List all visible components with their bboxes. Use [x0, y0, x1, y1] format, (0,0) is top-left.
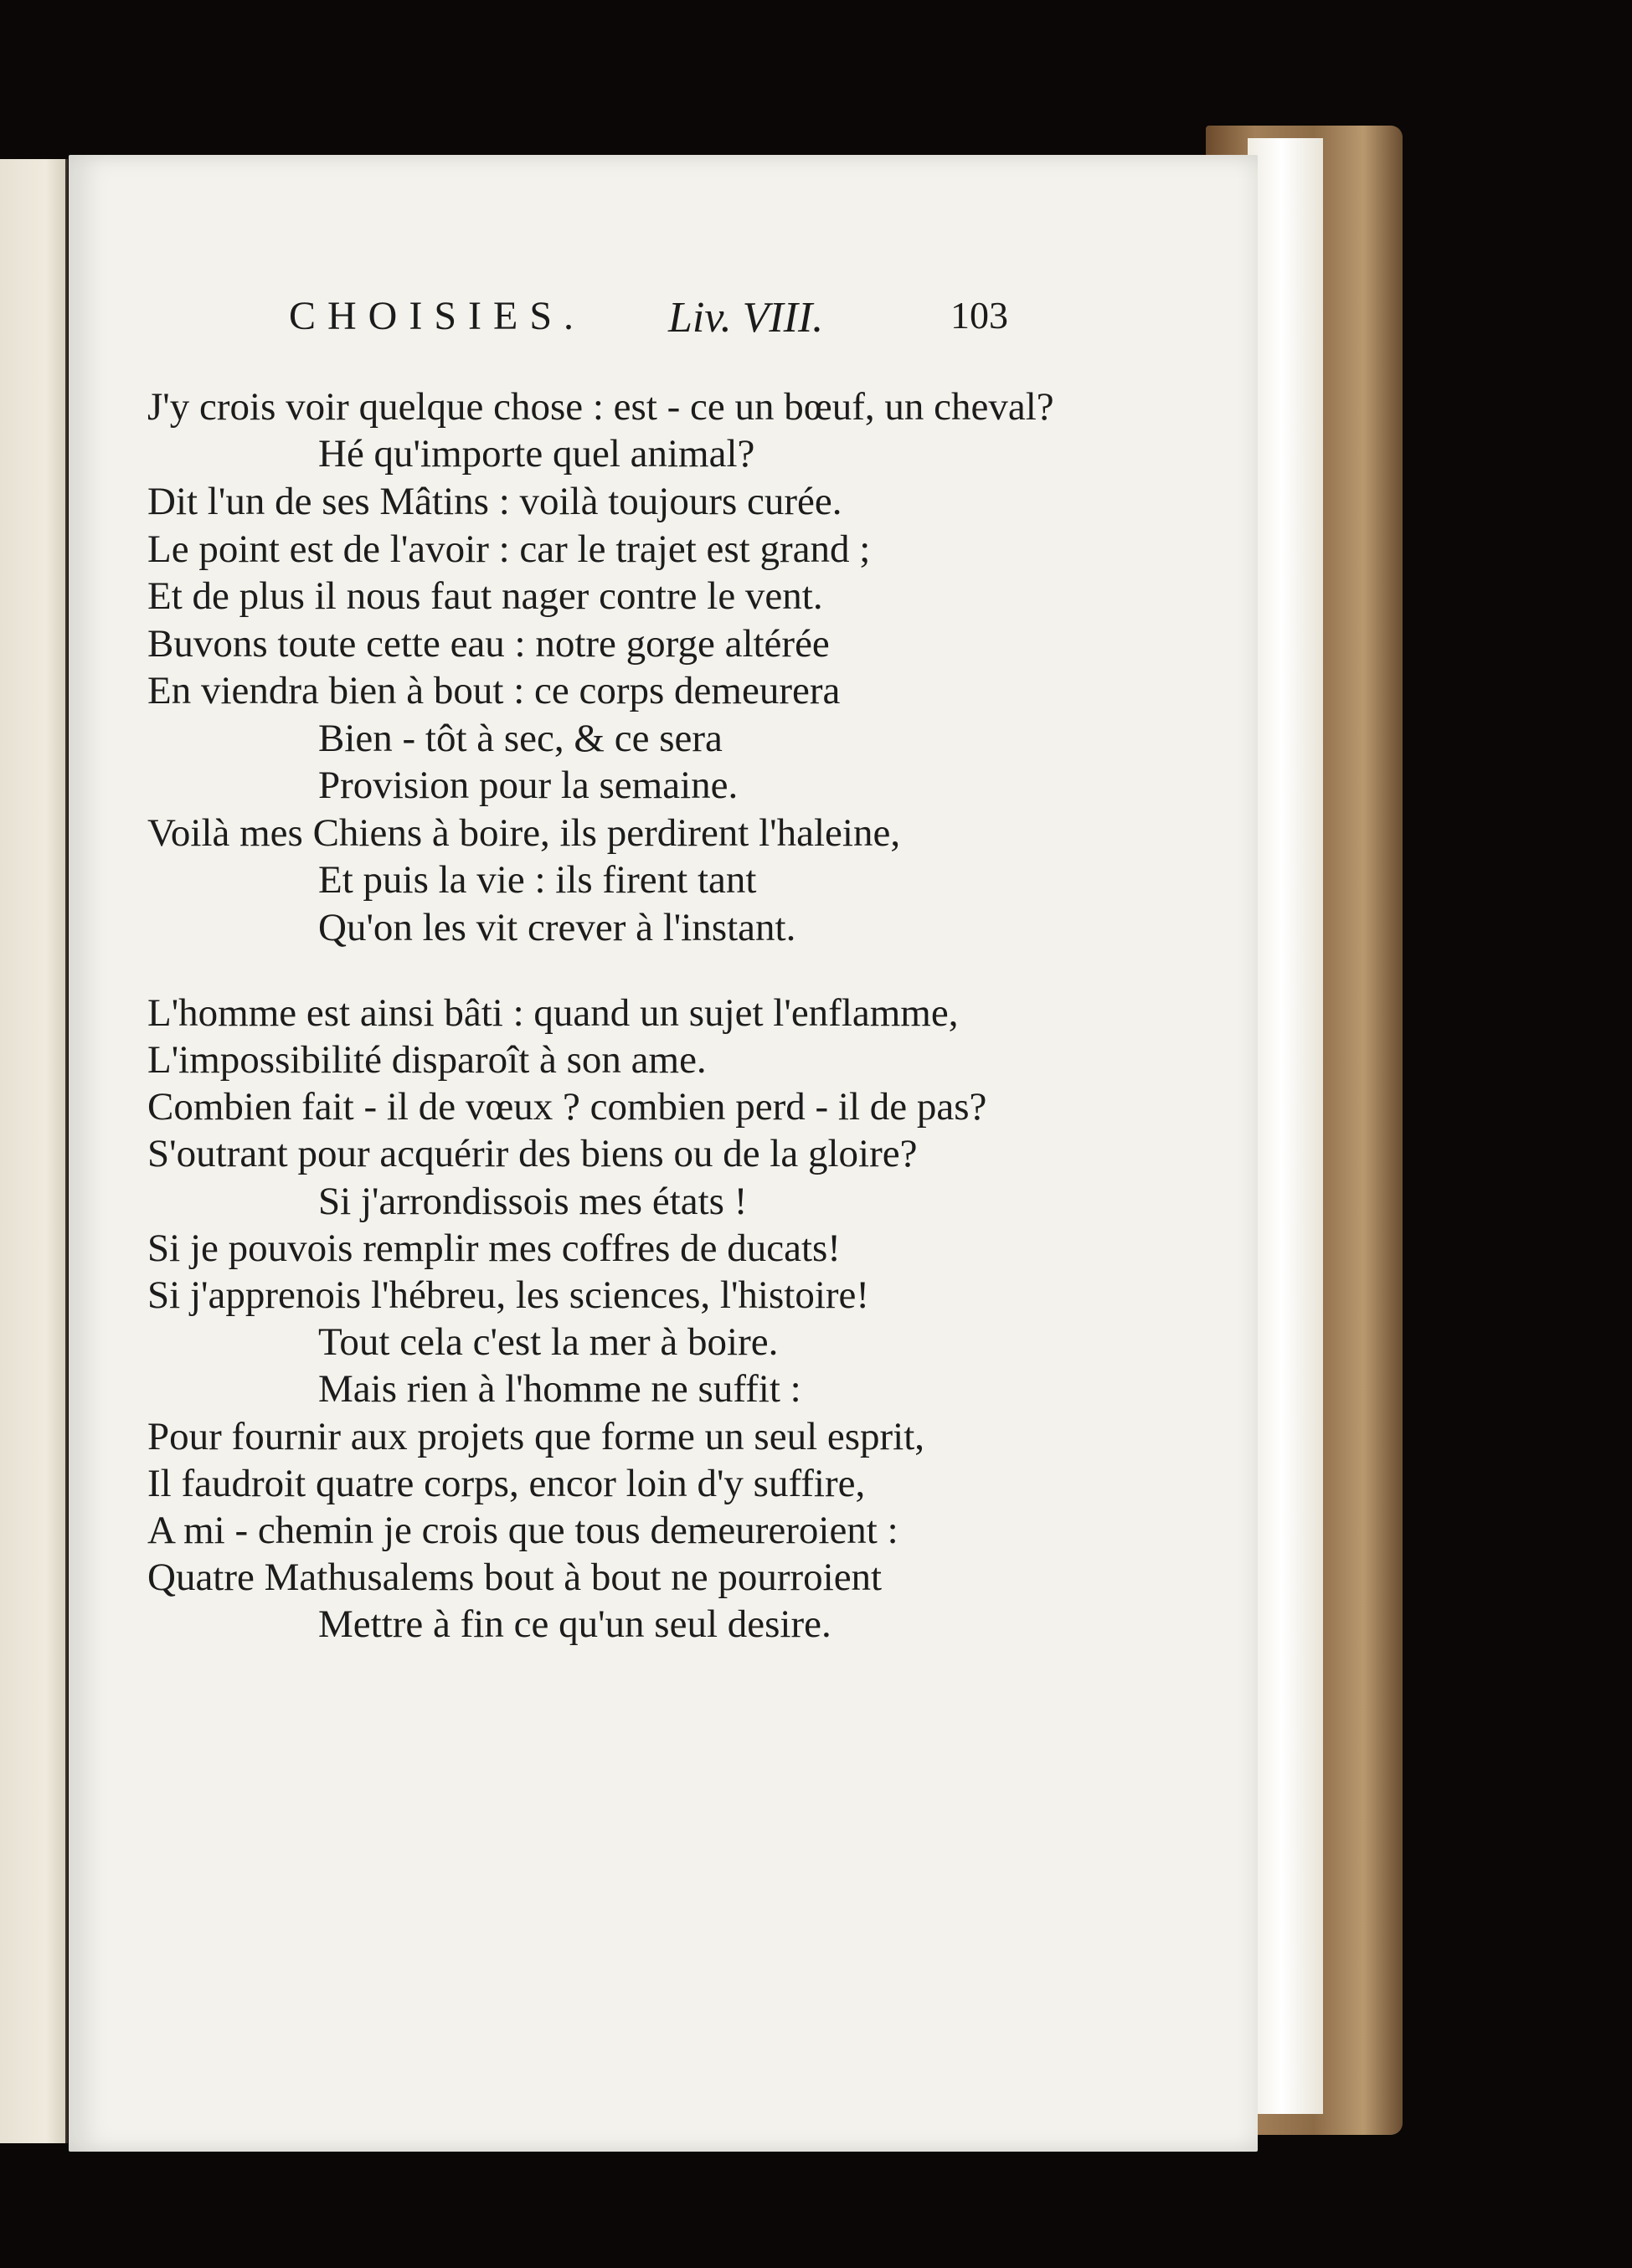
poem-line: Quatre Mathusalems bout à bout ne pourroient — [147, 1556, 883, 1599]
poem-line: L'impossibilité disparoît à son ame. — [147, 1038, 707, 1082]
poem-line: Il faudroit quatre corps, encor loin d'y suffire, — [147, 1462, 866, 1505]
poem-line: Mettre à fin ce qu'un seul desire. — [318, 1602, 831, 1646]
running-head-title: CHOISIES. — [289, 294, 586, 338]
poem-line: Pour fournir aux projets que forme un seul esprit, — [147, 1415, 925, 1458]
poem-line: Si j'arrondissois mes états ! — [318, 1180, 748, 1223]
poem-line: L'homme est ainsi bâti : quand un sujet l'enflamme, — [147, 991, 959, 1035]
poem-line: Et puis la vie : ils firent tant — [318, 858, 757, 902]
poem-line: Si j'apprenois l'hébreu, les sciences, l'histoire! — [147, 1273, 870, 1317]
poem-line: Dit l'un de ses Mâtins : voilà toujours curée. — [147, 480, 842, 523]
poem-line: En viendra bien à bout : ce corps demeurera — [147, 669, 841, 712]
running-head-book: Liv. VIII. — [668, 294, 824, 342]
poem-line: Le point est de l'avoir : car le trajet est grand ; — [147, 527, 871, 571]
poem-line: Hé qu'importe quel animal? — [318, 432, 755, 476]
poem-line: Mais rien à l'homme ne suffit : — [318, 1367, 801, 1411]
poem-line: Qu'on les vit crever à l'instant. — [318, 906, 796, 949]
poem-line: Buvons toute cette eau : notre gorge altérée — [147, 622, 830, 666]
poem-line: S'outrant pour acquérir des biens ou de la gloire? — [147, 1132, 918, 1175]
poem-line: Si je pouvois remplir mes coffres de ducats! — [147, 1227, 841, 1270]
poem-line: Combien fait - il de vœux ? combien perd - il de pas? — [147, 1085, 987, 1129]
poem-line: Tout cela c'est la mer à boire. — [318, 1320, 779, 1364]
poem-line: Et de plus il nous faut nager contre le vent. — [147, 574, 823, 618]
page-number: 103 — [950, 294, 1008, 337]
poem-line: A mi - chemin je crois que tous demeureroient : — [147, 1509, 898, 1552]
poem-line: Voilà mes Chiens à boire, ils perdirent l'haleine, — [147, 811, 901, 855]
poem-line: J'y crois voir quelque chose : est - ce un bœuf, un cheval? — [147, 385, 1054, 429]
poem-line: Provision pour la semaine. — [318, 764, 739, 807]
poem-line: Bien - tôt à sec, & ce sera — [318, 717, 723, 760]
